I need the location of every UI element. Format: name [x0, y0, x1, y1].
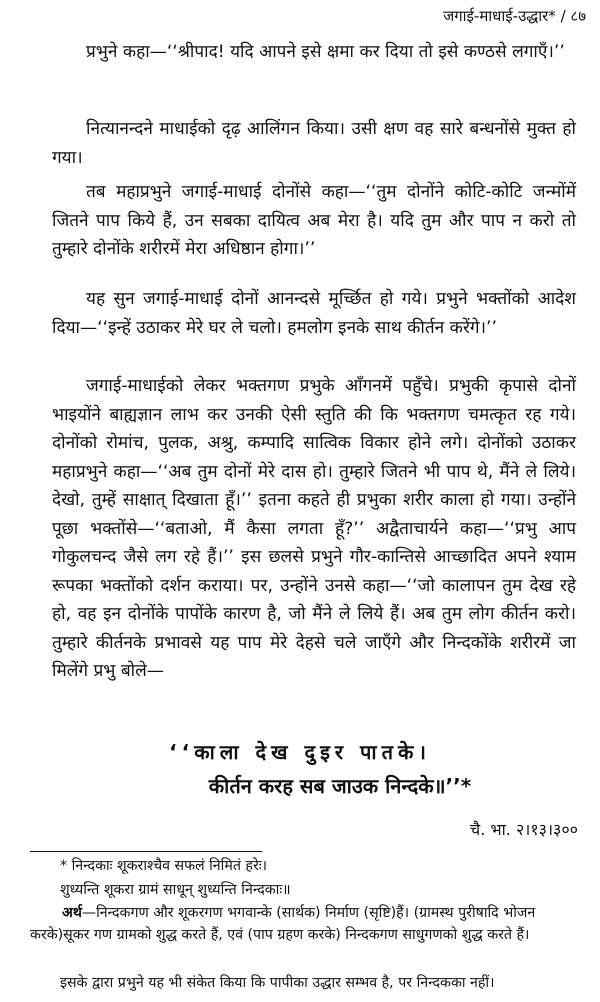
paragraph-3: तब महाप्रभुने जगाई-माधाई दोनोंसे कहा—‘‘तुम दोनोंने कोटि-कोटि जन्मोंमें जितने पाप किये हैं, उन सबका दायित्व अब मेरा है। यदि तुम और पाप न करो तो तुम्हारे दोनोंके शरीरमें मेरा अधिष्ठान होगा।’’: [52, 182, 576, 259]
verse-line-1: ‘‘काला देख दुइर पातके।: [169, 740, 431, 764]
footnote-meaning-label: अर्थ: [62, 905, 82, 921]
verse-line-2: कीर्तन करह सब जाउक निन्दके॥’’*: [208, 774, 472, 798]
footnote-meaning: [30, 902, 588, 946]
footnote-sanskrit-1: * निन्दकाः शूकराश्चैव सफलं निमितं हरेः।: [60, 858, 268, 874]
running-header: जगाई-माधाई-उद्धार* / ८७: [443, 7, 586, 25]
paragraph-5: जगाई-माधाईको लेकर भक्तगण प्रभुके आँगनमें पहुँचे। प्रभुकी कृपासे दोनों भाइयोंने बाह्यज्ञान लाभ कर उनकी ऐसी स्तुति की कि भक्तगण चमत्कृत रह गये। दोनोंको रोमांच, पुलक, अश्रु, कम्पादि सात्विक विकार होने लगे। दोनोंको उठाकर महाप्रभुने कहा—‘‘अब तुम दोनों मेरे दास हो। तुम्हारे जितने भी पाप थे, मैंने ले लिये। देखो, तुम्हें साक्षात् दिखाता हूँ।’’ इतना कहते ही प्रभुका शरीर काला हो गया। उन्होंने पूछा भक्तोंसे—‘‘बताओ, मैं कैसा लगता हूँ?’’ अद्वैताचार्यने कहा—‘‘प्रभु आप गोकुलचन्द जैसे लग रहे हैं।’’ इस छलसे प्रभुने गौर-कान्तिसे आच्छादित अपने श्याम रूपका भक्तोंको दर्शन कराया। पर, उन्होंने उनसे कहा—‘‘जो कालापन तुम देख रहे हो, वह इन दोनोंके पापोंके कारण है, जो मैंने ले लिये हैं। अब तुम लोग कीर्तन करो। तुम्हारे कीर्तनके प्रभावसे यह पाप मेरे देहसे चले जाएँगे और निन्दकोंके शरीरमें जा मिलेंगे प्रभु बोले—: [52, 376, 576, 681]
footnote-note: इसके द्वारा प्रभुने यह भी संकेत किया कि पापीका उद्धार सम्भव है, पर निन्दकका नहीं।: [60, 975, 495, 991]
paragraph-2: नित्यानन्दने माधाईको दृढ़ आलिंगन किया। उसी क्षण वह सारे बन्धनोंसे मुक्त हो गया।: [52, 119, 576, 168]
verse-reference: चै. भा. २।१३।३००: [470, 820, 578, 839]
paragraph-1: प्रभुने कहा—‘‘श्रीपाद! यदि आपने इसे क्षमा कर दिया तो इसे कण्ठसे लगाएँ।’’: [86, 42, 565, 62]
footnote-sanskrit-2: शुध्यन्ति शूकरा ग्रामं साधून् शुध्यन्ति निन्दकाः॥: [60, 882, 291, 898]
footnote-meaning-text: —निन्दकगण और शूकरगण भगवान्के (सार्थक) निर्माण (सृष्टि)हैं। (ग्रामस्थ पुरीषादि भोजन करके)सूकर गण ग्रामको शुद्ध करते हैं, एवं (पाप ग्रहण करके) निन्दकगण साधुगणको शुद्ध करते हैं।: [30, 905, 536, 943]
footnote-divider: [30, 851, 262, 852]
paragraph-4: यह सुन जगाई-माधाई दोनों आनन्दसे मूर्च्छित हो गये। प्रभुने भक्तोंको आदेश दिया—‘‘इन्हें उठाकर मेरे घर ले चलो। हमलोग इनके साथ कीर्तन करेंगे।’’: [52, 289, 576, 338]
